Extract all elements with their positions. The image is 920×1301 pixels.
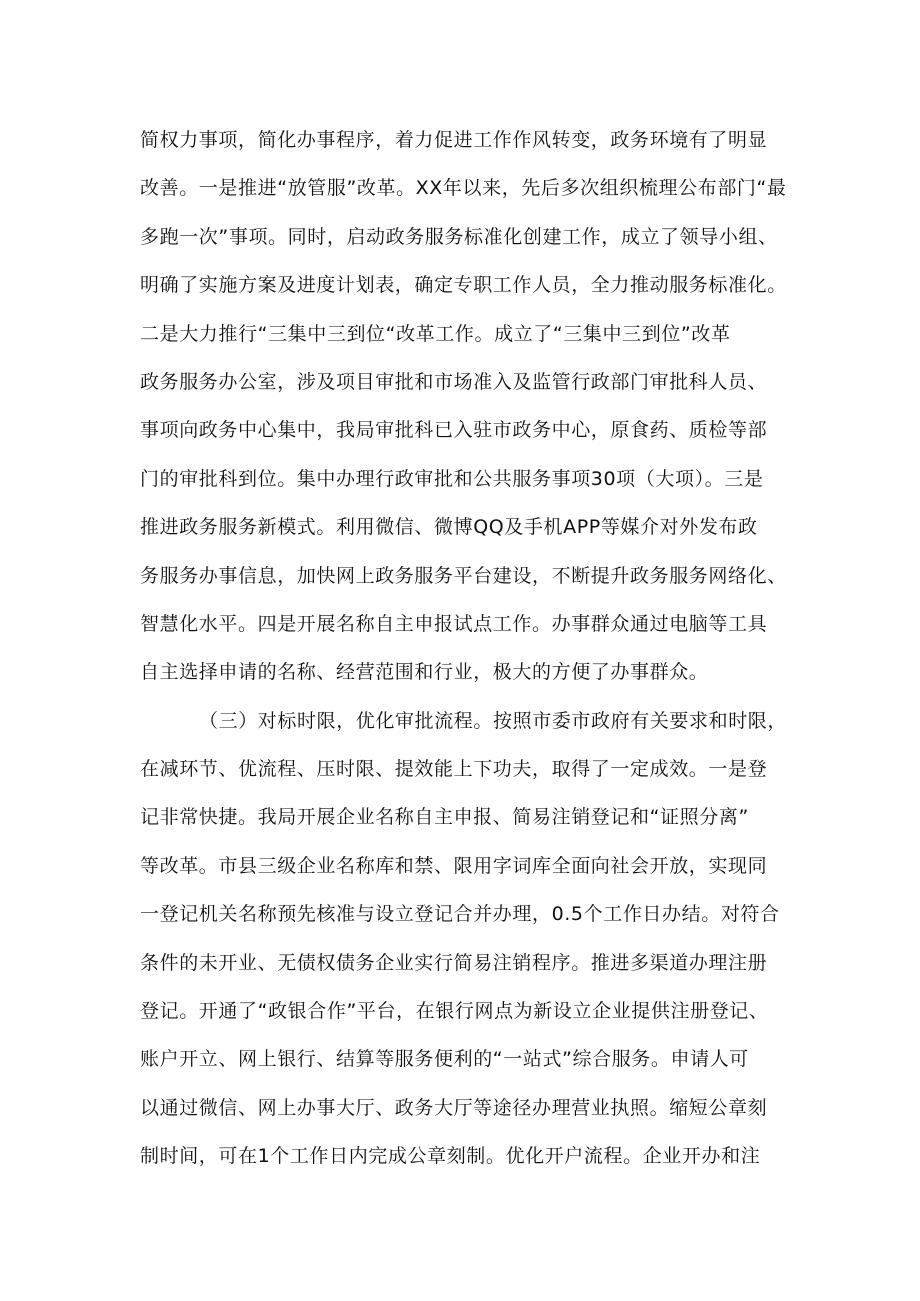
text-line: 一登记机关名称预先核准与设立登记合并办理，0.5个工作日办结。对符合	[140, 903, 780, 926]
text-line: 自主选择申请的名称、经营范围和行业，极大的方便了办事群众。	[140, 661, 709, 684]
body-text	[140, 116, 800, 1181]
text-line: 二是大力推行“三集中三到位“改革工作。成立了“三集中三到位”改革	[140, 322, 731, 345]
text-line: 制时间，可在1个工作日内完成公章刻制。优化开户流程。企业开办和注	[140, 1145, 761, 1168]
text-line: 等改革。市县三级企业名称库和禁、限用字词库全面向社会开放，实现同	[140, 854, 768, 877]
text-line: 多跑一次”事项。同时，启动政务服务标准化创建工作，成立了领导小组、	[140, 225, 778, 248]
text-line: 条件的未开业、无债权债务企业实行简易注销程序。推进多渠道办理注册	[140, 951, 768, 974]
text-line: 简权力事项，简化办事程序，着力促进工作作风转变，政务环境有了明显	[140, 129, 768, 151]
section-heading-line: （三）对标时限，优化审批流程。按照市委市政府有关要求和时限，	[199, 709, 788, 732]
text-line: 政务服务办公室，涉及项目审批和市场准入及监管行政部门审批科人员、	[140, 370, 768, 393]
text-line: 改善。一是推进“放管服”改革。XX年以来，先后多次组织梳理公布部门“最	[140, 177, 787, 200]
text-line: 智慧化水平。四是开展名称自主申报试点工作。办事群众通过电脑等工具	[140, 612, 768, 635]
text-line: 推进政务服务新模式。利用微信、微博QQ及手机APP等媒介对外发布政	[140, 516, 758, 539]
text-line: 务服务办事信息，加快网上政务服务平台建设，不断提升政务服务网络化、	[140, 564, 787, 587]
text-line: 在减环节、优流程、压时限、提效能上下功夫，取得了一定成效。一是登	[140, 758, 768, 781]
text-line: 事项向政务中心集中，我局审批科已入驻市政务中心，原食药、质检等部	[140, 419, 768, 442]
text-line: 以通过微信、网上办事大厅、政务大厅等途径办理营业执照。缩短公章刻	[140, 1096, 768, 1119]
text-line: 记非常快捷。我局开展企业名称自主申报、简易注销登记和“证照分离”	[140, 806, 749, 829]
text-line: 账户开立、网上银行、结算等服务便利的“一站式”综合服务。申请人可	[140, 1048, 749, 1071]
text-line: 门的审批科到位。集中办理行政审批和公共服务事项30项（大项）。三是	[140, 467, 764, 490]
text-line: 明确了实施方案及进度计划表，确定专职工作人员，全力推动服务标准化。	[140, 274, 787, 297]
text-line: 登记。开通了“政银合作”平台，在银行网点为新设立企业提供注册登记、	[140, 1000, 769, 1023]
